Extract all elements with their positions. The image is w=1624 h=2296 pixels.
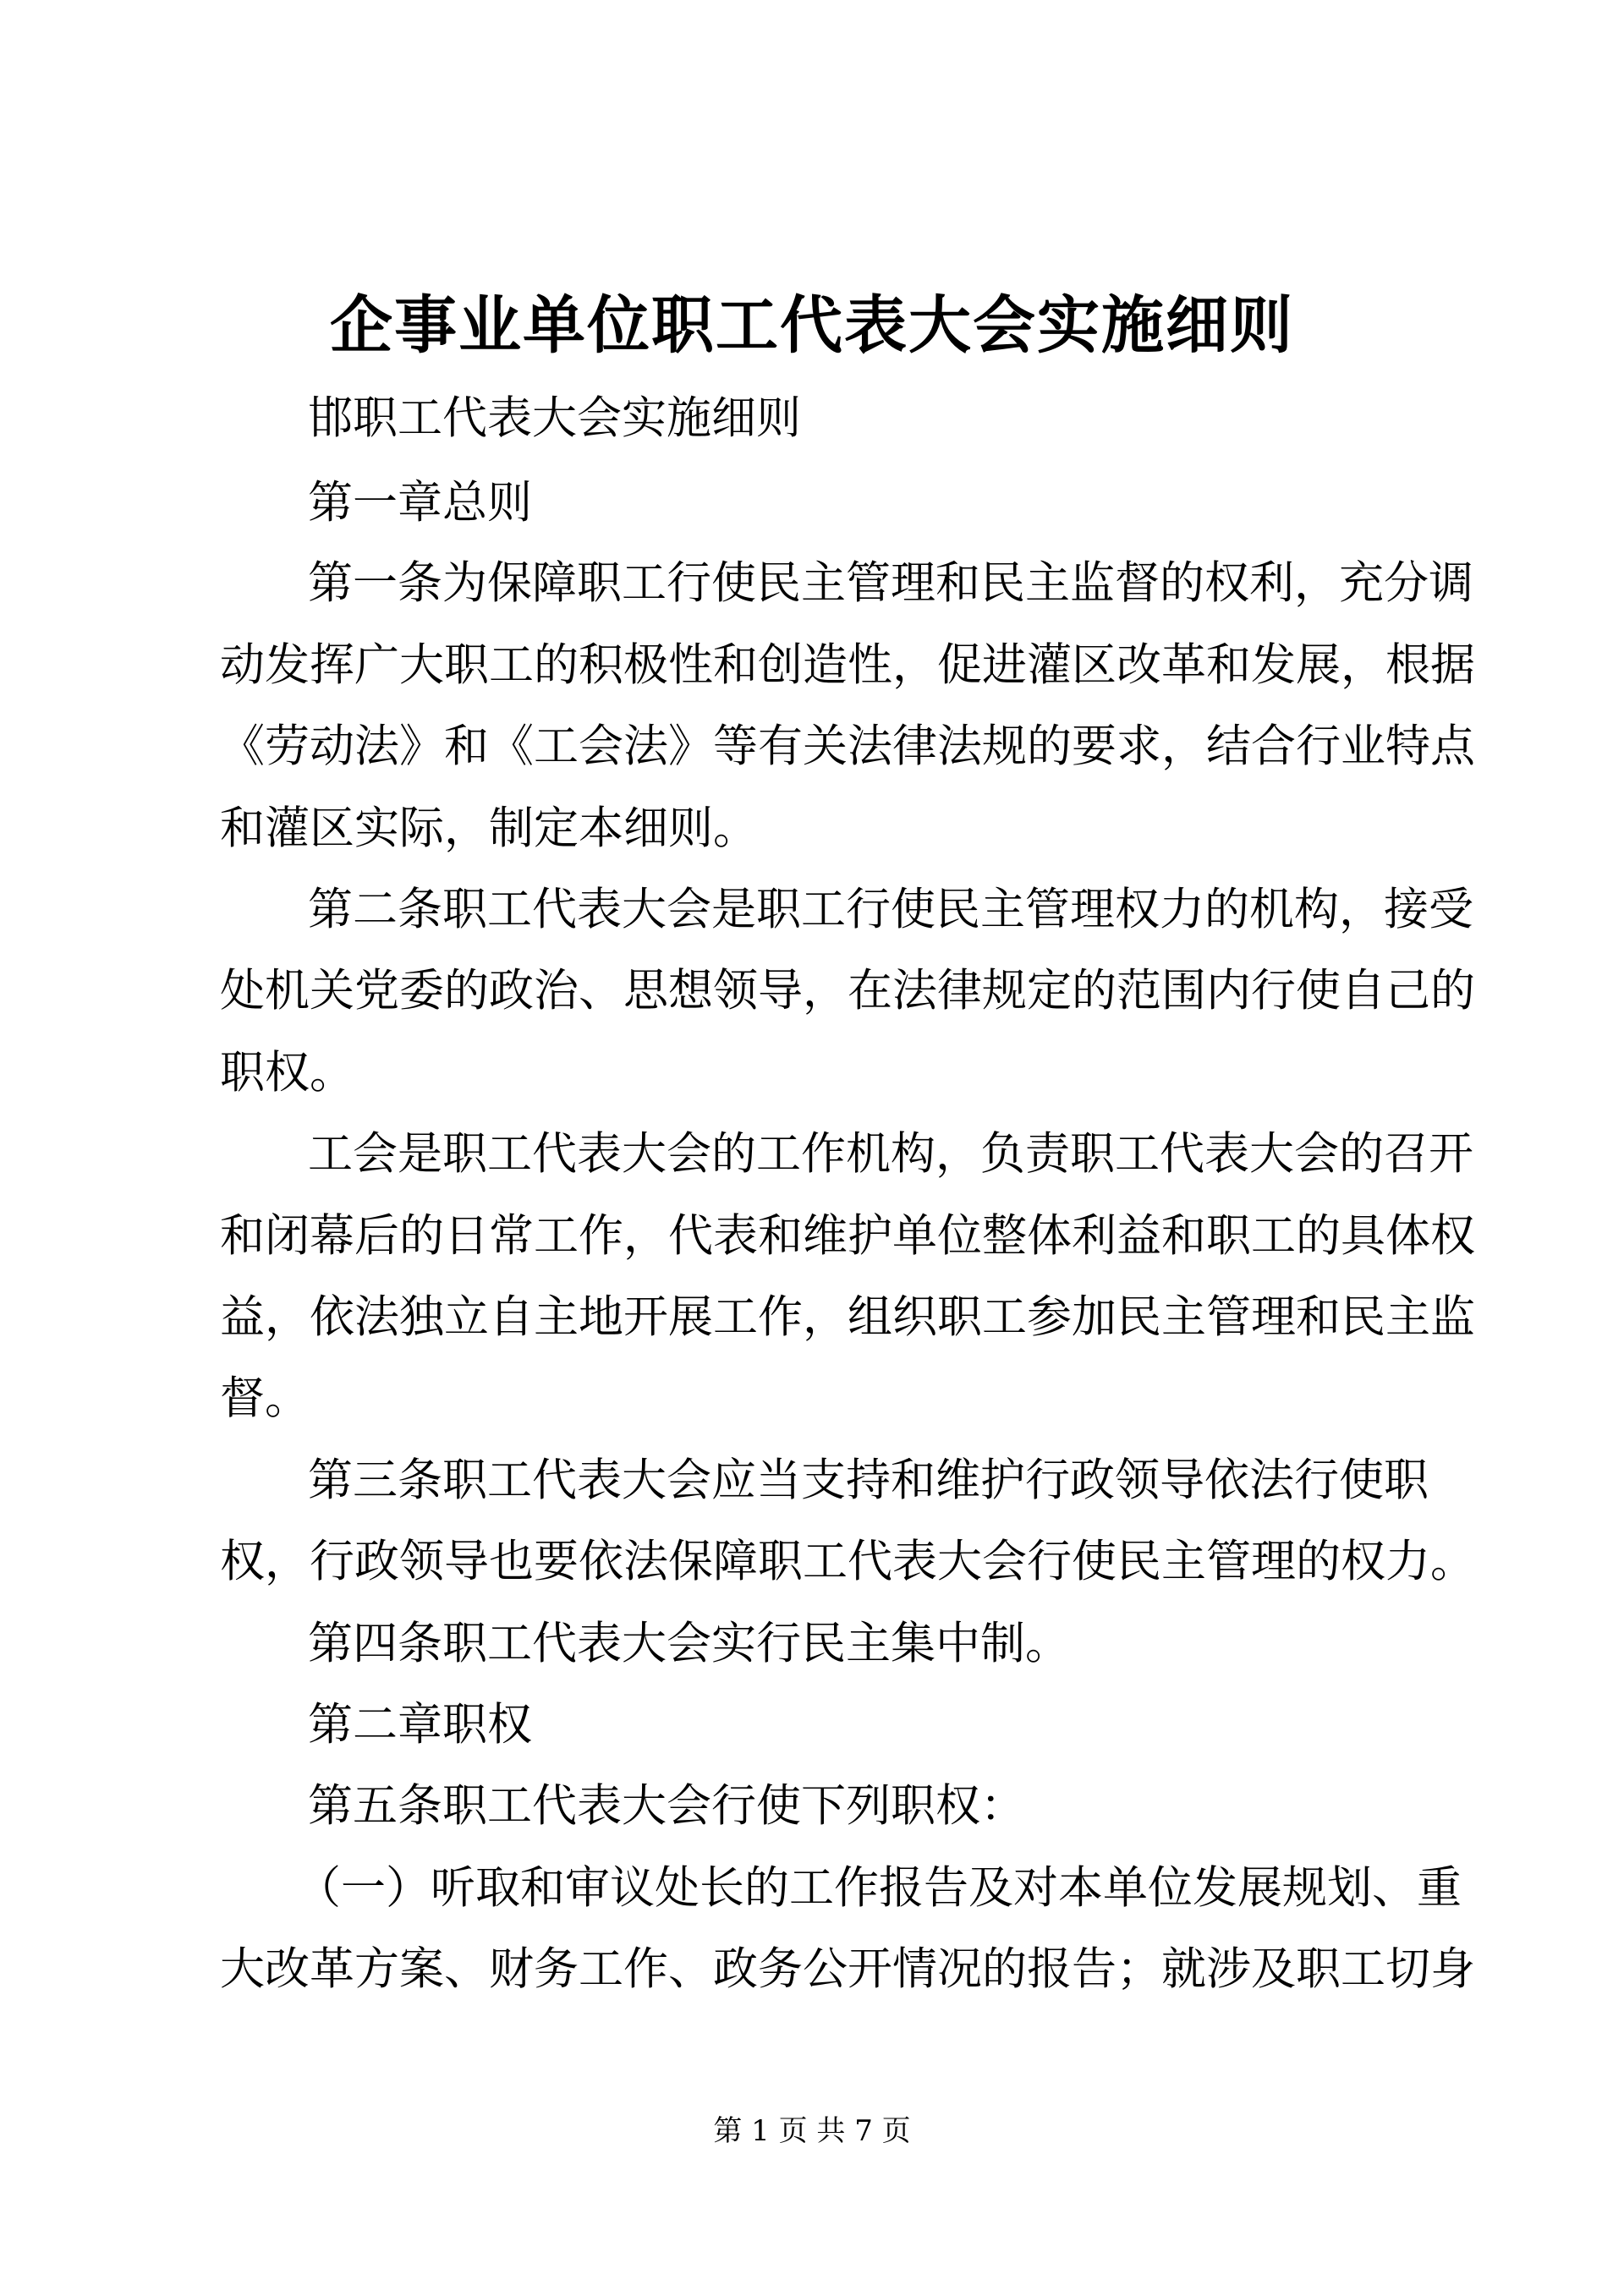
union-para-line-3: 益，依法独立自主地开展工作，组织职工参加民主管理和民主监 (220, 1291, 1475, 1343)
page-footer: 第 1 页 共 7 页 (713, 2114, 911, 2148)
article-1-line-3: 《劳动法》和《工会法》等有关法律法规的要求，结合行业特点 (220, 721, 1475, 772)
article-1-line-4: 和灌区实际，制定本细则。 (220, 803, 758, 854)
article-5-item-1-line-2: 大改革方案、财务工作、政务公开情况的报告；就涉及职工切身 (220, 1943, 1475, 1995)
article-3-line-2: 权，行政领导也要依法保障职工代表大会行使民主管理的权力。 (220, 1536, 1475, 1587)
article-2-line-3: 职权。 (220, 1047, 354, 1099)
article-5: 第五条职工代表大会行使下列职权： (308, 1780, 1025, 1832)
article-1-line-1: 第一条为保障职工行使民主管理和民主监督的权利，充分调 (308, 557, 1473, 609)
article-3-line-1: 第三条职工代表大会应当支持和维护行政领导依法行使职 (308, 1455, 1429, 1506)
doc-subtitle: 邯职工代表大会实施细则 (308, 392, 801, 444)
article-2-line-2: 处机关党委的政治、思想领导，在法律规定的范围内行使自己的 (220, 965, 1475, 1016)
union-para-line-1: 工会是职工代表大会的工作机构，负责职工代表大会的召开 (308, 1128, 1473, 1180)
chapter-heading-1: 第一章总则 (308, 477, 532, 529)
article-1-line-2: 动发挥广大职工的积极性和创造性，促进灌区改革和发展，根据 (220, 639, 1475, 691)
article-2-line-1: 第二条职工代表大会是职工行使民主管理权力的机构，接受 (308, 884, 1473, 935)
document-title: 企事业单位职工代表大会实施细则 (330, 289, 1294, 362)
chapter-heading-2: 第二章职权 (308, 1699, 532, 1751)
article-4: 第四条职工代表大会实行民主集中制。 (308, 1618, 1070, 1669)
union-para-line-2: 和闭幕后的日常工作，代表和维护单位整体利益和职工的具体权 (220, 1210, 1475, 1262)
article-5-item-1-line-1: （一）听取和审议处长的工作报告及对本单位发展规划、重 (296, 1862, 1462, 1914)
union-para-line-4: 督。 (220, 1373, 310, 1424)
